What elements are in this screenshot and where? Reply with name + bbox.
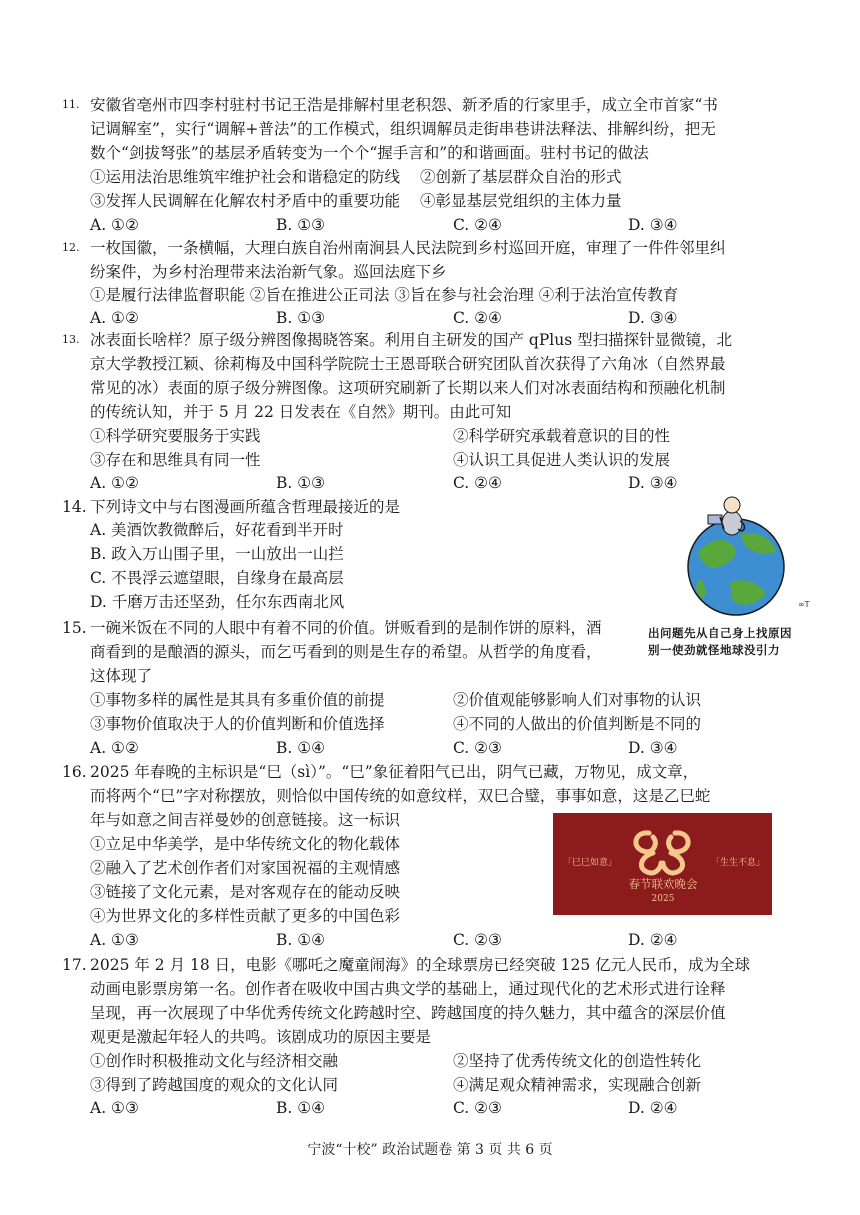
q13-choice-b: B. ①③ <box>276 474 326 492</box>
q14-number: 14. <box>62 498 87 516</box>
q15-choice-d: D. ③④ <box>628 739 678 757</box>
q17-choice-b: B. ①④ <box>276 1099 326 1117</box>
q17-choice-c: C. ②③ <box>453 1099 502 1117</box>
q13-choice-a: A. ①② <box>90 474 139 492</box>
q12-stem-line-2: 纷案件，为乡村治理带来法治新气象。巡回法庭下乡 <box>90 263 447 281</box>
logo-tag-left: 「巳巳如意」 <box>563 858 618 868</box>
q11-option-1: ①运用法治思维筑牢维护社会和谐稳定的防线 <box>90 168 401 186</box>
q11-number: 11. <box>62 98 80 111</box>
q16-choice-d: D. ②④ <box>628 931 678 949</box>
q17-stem-line-1: 2025 年 2 月 18 日，电影《哪吒之魔童闹海》的全球票房已经突破 125 亿元人民币，成为全球 <box>90 956 751 974</box>
q11-choice-c: C. ②④ <box>453 216 502 234</box>
q13-choice-d: D. ③④ <box>628 474 678 492</box>
q17-number: 17. <box>62 956 87 974</box>
q13-option-1: ①科学研究要服务于实践 <box>90 427 261 445</box>
q15-option-1: ①事物多样的属性是其具有多重价值的前提 <box>90 691 385 709</box>
q14-choice-c: C. 不畏浮云遮望眼，自缘身在最高层 <box>90 569 344 587</box>
q16-option-4: ④为世界文化的多样性贡献了更多的中国色彩 <box>90 907 401 925</box>
q17-option-2: ②坚持了优秀传统文化的创造性转化 <box>453 1052 702 1070</box>
q17-option-1: ①创作时积极推动文化与经济相交融 <box>90 1052 339 1070</box>
cartoon-caption-1: 出问题先从自己身上找原因 <box>648 626 792 640</box>
q16-stem-line-3: 年与如意之间吉祥曼妙的创意链接。这一标识 <box>90 811 401 829</box>
q17-stem-line-4: 观更是激起年轻人的共鸣。该剧成功的原因主要是 <box>90 1028 432 1046</box>
q17-option-4: ④满足观众精神需求，实现融合创新 <box>453 1076 702 1094</box>
q11-stem-line-3: 数个“剑拔弩张”的基层矛盾转变为一个个“握手言和”的和谐画面。驻村书记的做法 <box>90 144 649 162</box>
q13-choice-c: C. ②④ <box>453 474 502 492</box>
q17-choice-a: A. ①③ <box>90 1099 139 1117</box>
q15-number: 15. <box>62 619 87 637</box>
q15-stem-line-2: 商看到的是酿酒的源头，而乞丐看到的则是生存的希望。从哲学的角度看， <box>90 643 602 661</box>
q12-choice-d: D. ③④ <box>628 309 678 327</box>
q12-options: ①是履行法律监督职能 ②旨在推进公正司法 ③旨在参与社会治理 ④利于法治宣传教育 <box>90 286 679 304</box>
logo-title: 春节联欢晚会 <box>628 877 698 891</box>
q14-stem: 下列诗文中与右图漫画所蕴含哲理最接近的是 <box>90 498 401 516</box>
q14-choice-b: B. 政入万山围子里，一山放出一山拦 <box>90 545 344 563</box>
q13-number: 13. <box>62 333 80 346</box>
q14-choice-a: A. 美酒饮教微醉后，好花看到半开时 <box>90 521 344 539</box>
cartoon-caption-2: 别一使劲就怪地球没引力 <box>648 643 780 657</box>
q17-option-3: ③得到了跨越国度的观众的文化认同 <box>90 1076 339 1094</box>
q14-cartoon <box>648 495 844 667</box>
q15-option-2: ②价值观能够影响人们对事物的认识 <box>453 691 702 709</box>
q11-choice-d: D. ③④ <box>628 216 678 234</box>
logo-tag-right: 「生生不息」 <box>711 858 766 868</box>
q12-number: 12. <box>62 241 80 254</box>
q13-stem-line-3: 常见的冰）表面的原子级分辨图像。这项研究刷新了长期以来人们对冰表面结构和预融化机制 <box>90 379 726 397</box>
q11-choice-a: A. ①② <box>90 216 139 234</box>
q14-choice-d: D. 千磨万击还坚劲，任尔东西南北风 <box>90 593 345 611</box>
q12-choice-b: B. ①③ <box>276 309 326 327</box>
spring-gala-logo-image <box>553 813 772 915</box>
q17-stem-line-3: 呈现，再一次展现了中华优秀传统文化跨越时空、跨越国度的持久魅力，其中蕴含的深层价值 <box>90 1004 726 1022</box>
q11-option-4: ④彰显基层党组织的主体力量 <box>420 192 622 210</box>
q12-stem-line-1: 一枚国徽，一条横幅，大理白族自治州南涧县人民法院到乡村巡回开庭，审理了一件件邻里纠 <box>90 239 726 257</box>
q16-number: 16. <box>62 763 87 781</box>
q16-stem-line-2: 而将两个“巳”字对称摆放，则恰似中国传统的如意纹样，双巳合璧，事事如意，这是乙巳蛇 <box>90 787 711 805</box>
q16-stem-line-1: 2025 年春晚的主标识是“巳（sì）”。“巳”象征着阳气已出，阴气已藏，万物见，成文章， <box>90 763 699 781</box>
q12-choice-c: C. ②④ <box>453 309 502 327</box>
q11-stem-line-1: 安徽省亳州市四李村驻村书记王浩是排解村里老积怨、新矛盾的行家里手，成立全市首家“书 <box>90 96 718 114</box>
q13-stem-line-4: 的传统认知，并于 5 月 22 日发表在《自然》期刊。由此可知 <box>90 403 512 421</box>
q16-choice-c: C. ②③ <box>453 931 502 949</box>
q16-option-3: ③链接了文化元素，是对客观存在的能动反映 <box>90 883 401 901</box>
q13-stem-line-1: 冰表面长啥样？原子级分辨图像揭晓答案。利用自主研发的国产 qPlus 型扫描探针显微镜，北 <box>90 331 733 349</box>
q17-choice-d: D. ②④ <box>628 1099 678 1117</box>
q16-choice-b: B. ①④ <box>276 931 326 949</box>
q17-stem-line-2: 动画电影票房第一名。创作者在吸收中国古典文学的基础上，通过现代化的艺术形式进行诠释 <box>90 980 726 998</box>
q11-option-2: ②创新了基层群众自治的形式 <box>420 168 622 186</box>
q15-option-4: ④不同的人做出的价值判断是不同的 <box>453 715 702 733</box>
q15-stem-line-1: 一碗米饭在不同的人眼中有着不同的价值。饼贩看到的是制作饼的原料，酒 <box>90 619 602 637</box>
q11-stem-line-2: 记调解室”，实行“调解+普法”的工作模式，组织调解员走街串巷讲法释法、排解纠纷，把无 <box>90 120 716 138</box>
q13-option-2: ②科学研究承载着意识的目的性 <box>453 427 671 445</box>
q16-option-2: ②融入了艺术创作者们对家国祝福的主观情感 <box>90 859 401 877</box>
q13-stem-line-2: 京大学教授江颖、徐莉梅及中国科学院院士王恩哥联合研究团队首次获得了六角冰（自然界最 <box>90 355 726 373</box>
q16-choice-a: A. ①③ <box>90 931 139 949</box>
q11-option-3: ③发挥人民调解在化解农村矛盾中的重要功能 <box>90 192 401 210</box>
q15-option-3: ③事物价值取决于人的价值判断和价值选择 <box>90 715 385 733</box>
q13-option-3: ③存在和思维具有同一性 <box>90 451 261 469</box>
logo-year: 2025 <box>651 894 675 904</box>
q11-choice-b: B. ①③ <box>276 216 326 234</box>
cartoon-illustration <box>648 495 844 625</box>
q15-choice-c: C. ②③ <box>453 739 502 757</box>
q12-choice-a: A. ①② <box>90 309 139 327</box>
q15-choice-b: B. ①④ <box>276 739 326 757</box>
q13-option-4: ④认识工具促进人类认识的发展 <box>453 451 671 469</box>
q16-option-1: ①立足中华美学，是中华传统文化的物化载体 <box>90 835 401 853</box>
q15-stem-line-3: 这体现了 <box>90 667 153 685</box>
svg-text:∞T: ∞T <box>798 600 810 609</box>
page-footer: 宁波“十校” 政治试题卷 第 3 页 共 6 页 <box>307 1142 553 1158</box>
q15-choice-a: A. ①② <box>90 739 139 757</box>
